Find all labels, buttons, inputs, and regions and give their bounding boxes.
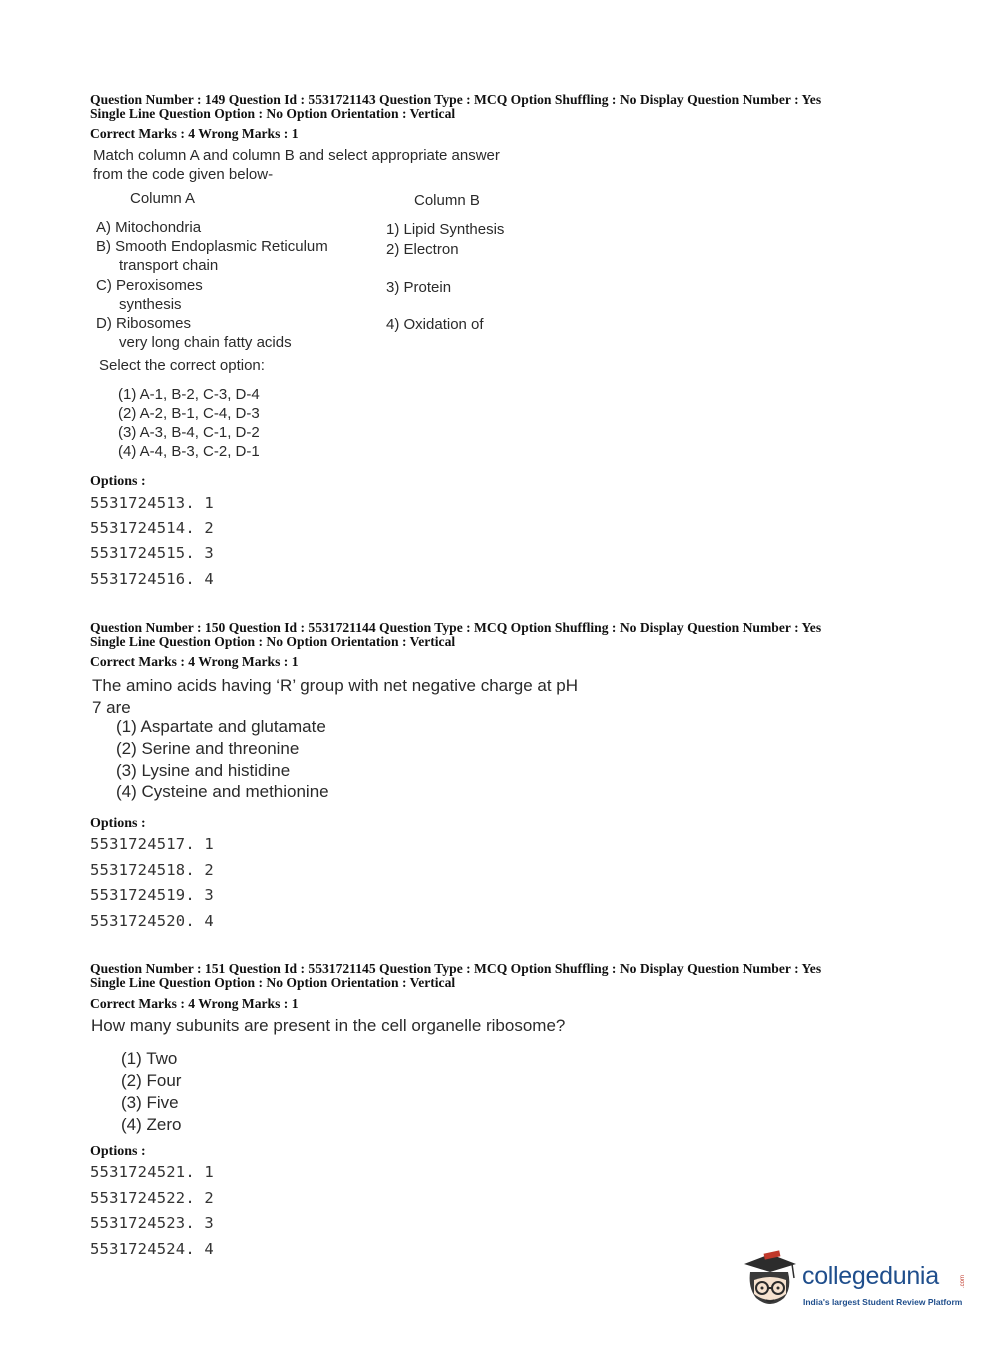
answer-choice: (2) Four	[121, 1071, 182, 1090]
question-meta-line2: Single Line Question Option : No Option Orientation : Vertical	[90, 975, 456, 990]
column-a-item: C) Peroxisomes	[96, 277, 203, 294]
option-line: 5531724514. 2	[90, 519, 214, 537]
answer-choice: (1) A-1, B-2, C-3, D-4	[118, 386, 260, 403]
answer-choice: (3) Five	[121, 1093, 179, 1112]
answer-choice: (1) Aspartate and glutamate	[116, 717, 326, 736]
column-a-item: synthesis	[119, 296, 182, 313]
logo-com-suffix: .com	[960, 1274, 966, 1288]
question-meta-line2: Single Line Question Option : No Option Orientation : Vertical	[90, 634, 456, 649]
answer-choice: (3) Lysine and histidine	[116, 761, 291, 780]
question-meta-line1: Question Number : 149 Question Id : 5531721143 Question Type : MCQ Option Shuffling : No Display Question Number : Yes	[90, 92, 822, 107]
option-line: 5531724522. 2	[90, 1189, 214, 1207]
option-line: 5531724520. 4	[90, 912, 214, 930]
options-label: Options :	[90, 474, 146, 489]
logo-wordmark: collegedunia	[802, 1262, 939, 1290]
option-line: 5531724516. 4	[90, 570, 214, 588]
column-b-item: 2) Electron	[386, 241, 459, 258]
question-meta-line1: Question Number : 150 Question Id : 5531721144 Question Type : MCQ Option Shuffling : No Display Question Number : Yes	[90, 620, 822, 635]
answer-choice: (4) A-4, B-3, C-2, D-1	[118, 443, 260, 460]
column-a-item: transport chain	[119, 257, 219, 274]
question-meta-line2: Single Line Question Option : No Option Orientation : Vertical	[90, 106, 456, 121]
column-a-item: B) Smooth Endoplasmic Reticulum	[96, 238, 328, 255]
options-label: Options :	[90, 816, 146, 831]
option-line: 5531724517. 1	[90, 835, 214, 853]
column-b-item: 3) Protein	[386, 279, 452, 296]
answer-choice: (3) A-3, B-4, C-1, D-2	[118, 424, 260, 441]
question-stem-line: How many subunits are present in the cell organelle ribosome?	[91, 1016, 566, 1035]
question-marks: Correct Marks : 4 Wrong Marks : 1	[90, 654, 299, 669]
answer-choice: (2) Serine and threonine	[116, 739, 300, 758]
column-a-item: very long chain fatty acids	[119, 334, 292, 351]
question-marks: Correct Marks : 4 Wrong Marks : 1	[90, 996, 299, 1011]
option-line: 5531724513. 1	[90, 494, 214, 512]
column-b-item: 4) Oxidation of	[386, 316, 484, 333]
answer-choice: (2) A-2, B-1, C-4, D-3	[118, 405, 260, 422]
answer-choice: (4) Cysteine and methionine	[116, 782, 329, 801]
answer-choice: (1) Two	[121, 1049, 178, 1068]
option-line: 5531724518. 2	[90, 861, 214, 879]
column-b-header: Column B	[414, 192, 480, 209]
answer-choice: (4) Zero	[121, 1115, 182, 1134]
question-meta-line1: Question Number : 151 Question Id : 5531721145 Question Type : MCQ Option Shuffling : No Display Question Number : Yes	[90, 961, 822, 976]
select-prompt: Select the correct option:	[99, 357, 265, 374]
options-label: Options :	[90, 1144, 146, 1159]
option-line: 5531724523. 3	[90, 1214, 214, 1232]
question-stem-line: Match column A and column B and select appropriate answer	[93, 147, 500, 164]
collegedunia-logo	[740, 1250, 970, 1320]
column-a-header: Column A	[130, 190, 196, 207]
question-stem-line: 7 are	[92, 698, 131, 717]
question-stem-line: The amino acids having ‘R’ group with net negative charge at pH	[92, 676, 579, 695]
logo-tagline: India's largest Student Review Platform	[803, 1297, 963, 1307]
question-stem-line: from the code given below-	[93, 166, 274, 183]
option-line: 5531724524. 4	[90, 1240, 214, 1258]
column-b-item: 1) Lipid Synthesis	[386, 221, 505, 238]
column-a-item: D) Ribosomes	[96, 315, 192, 332]
option-line: 5531724519. 3	[90, 886, 214, 904]
option-line: 5531724521. 1	[90, 1163, 214, 1181]
question-marks: Correct Marks : 4 Wrong Marks : 1	[90, 126, 299, 141]
column-a-item: A) Mitochondria	[96, 219, 202, 236]
option-line: 5531724515. 3	[90, 544, 214, 562]
student-mascot-icon	[740, 1250, 800, 1312]
